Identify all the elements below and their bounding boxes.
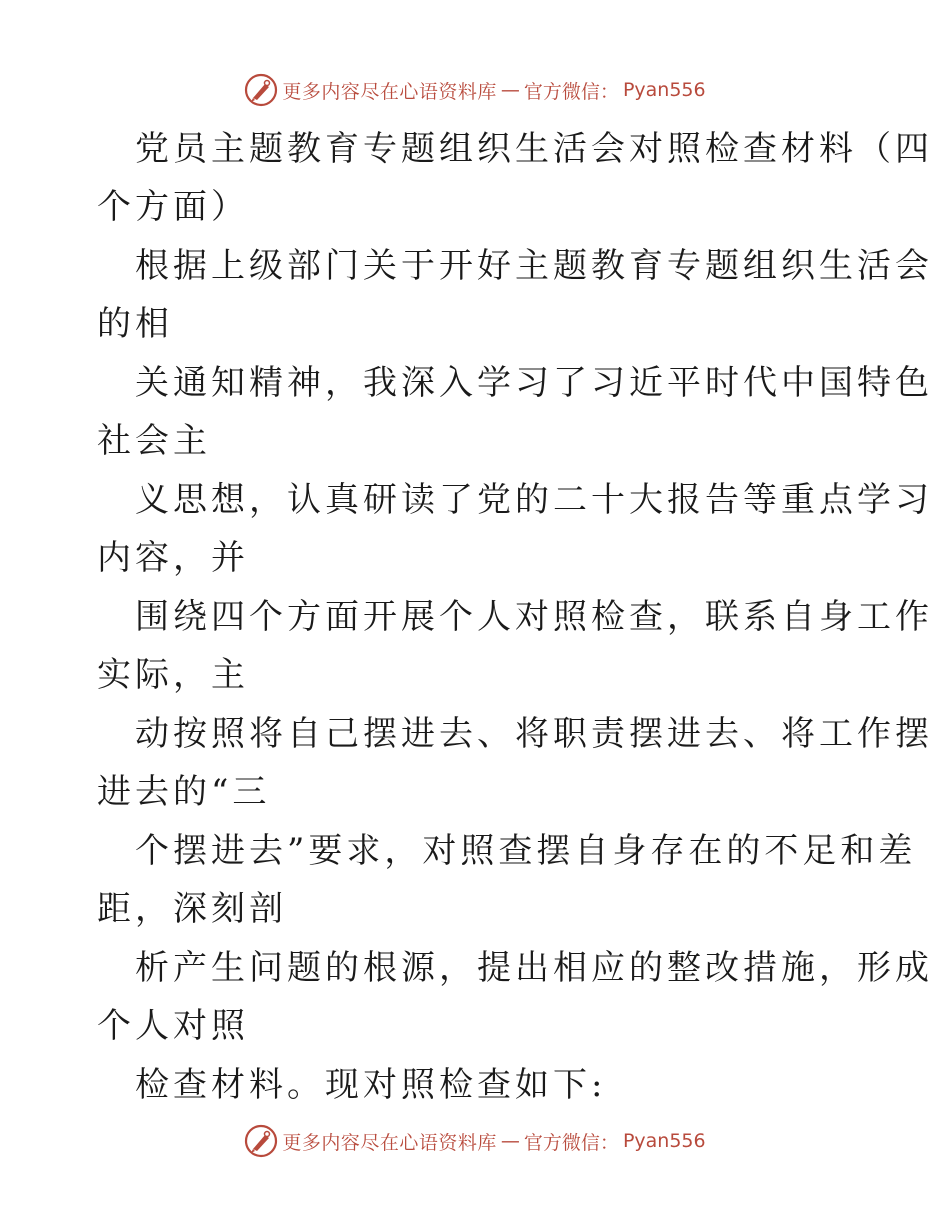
doc-paragraph-line: 社会主 <box>97 421 211 461</box>
doc-paragraph-line: 距，深刻剖 <box>97 889 287 929</box>
pen-logo-icon <box>244 73 278 107</box>
doc-paragraph-line: 检查材料。现对照检查如下: <box>135 1065 607 1105</box>
footer-watermark <box>0 1124 950 1158</box>
watermark-wechat-label: 官方微信： <box>523 80 619 103</box>
doc-paragraph-line: 进去的“三 <box>97 772 271 812</box>
doc-title-line-1: 党员主题教育专题组织生活会对照检查材料（四 <box>135 129 933 169</box>
watermark-dash: — <box>500 1130 520 1152</box>
header-watermark <box>0 73 950 107</box>
pen-logo-icon <box>244 1124 278 1158</box>
doc-paragraph-line: 根据上级部门关于开好主题教育专题组织生活会 <box>135 246 933 286</box>
doc-paragraph-line: 的相 <box>97 304 173 344</box>
watermark-text: 更多内容尽在心语资料库 <box>282 1131 497 1154</box>
doc-paragraph-line: 实际，主 <box>97 655 249 695</box>
doc-paragraph-line: 义思想，认真研读了党的二十大报告等重点学习 <box>135 480 933 520</box>
doc-paragraph-line: 关通知精神，我深入学习了习近平时代中国特色 <box>135 363 933 403</box>
watermark-wechat-label: 官方微信： <box>523 1131 619 1154</box>
doc-paragraph-line: 内容，并 <box>97 538 249 578</box>
doc-title-line-2: 个方面） <box>97 187 249 227</box>
watermark-dash: — <box>500 79 520 101</box>
watermark-wechat-id: Pyan556 <box>622 79 706 101</box>
doc-paragraph-line: 围绕四个方面开展个人对照检查，联系自身工作 <box>135 597 933 637</box>
doc-paragraph-line: 动按照将自己摆进去、将职责摆进去、将工作摆 <box>135 714 933 754</box>
doc-paragraph-line: 析产生问题的根源，提出相应的整改措施，形成 <box>135 948 933 988</box>
doc-paragraph-line: 个摆进去”要求，对照查摆自身存在的不足和差 <box>135 831 917 871</box>
watermark-wechat-id: Pyan556 <box>622 1130 706 1152</box>
doc-paragraph-line: 个人对照 <box>97 1006 249 1046</box>
watermark-text: 更多内容尽在心语资料库 <box>282 80 497 103</box>
